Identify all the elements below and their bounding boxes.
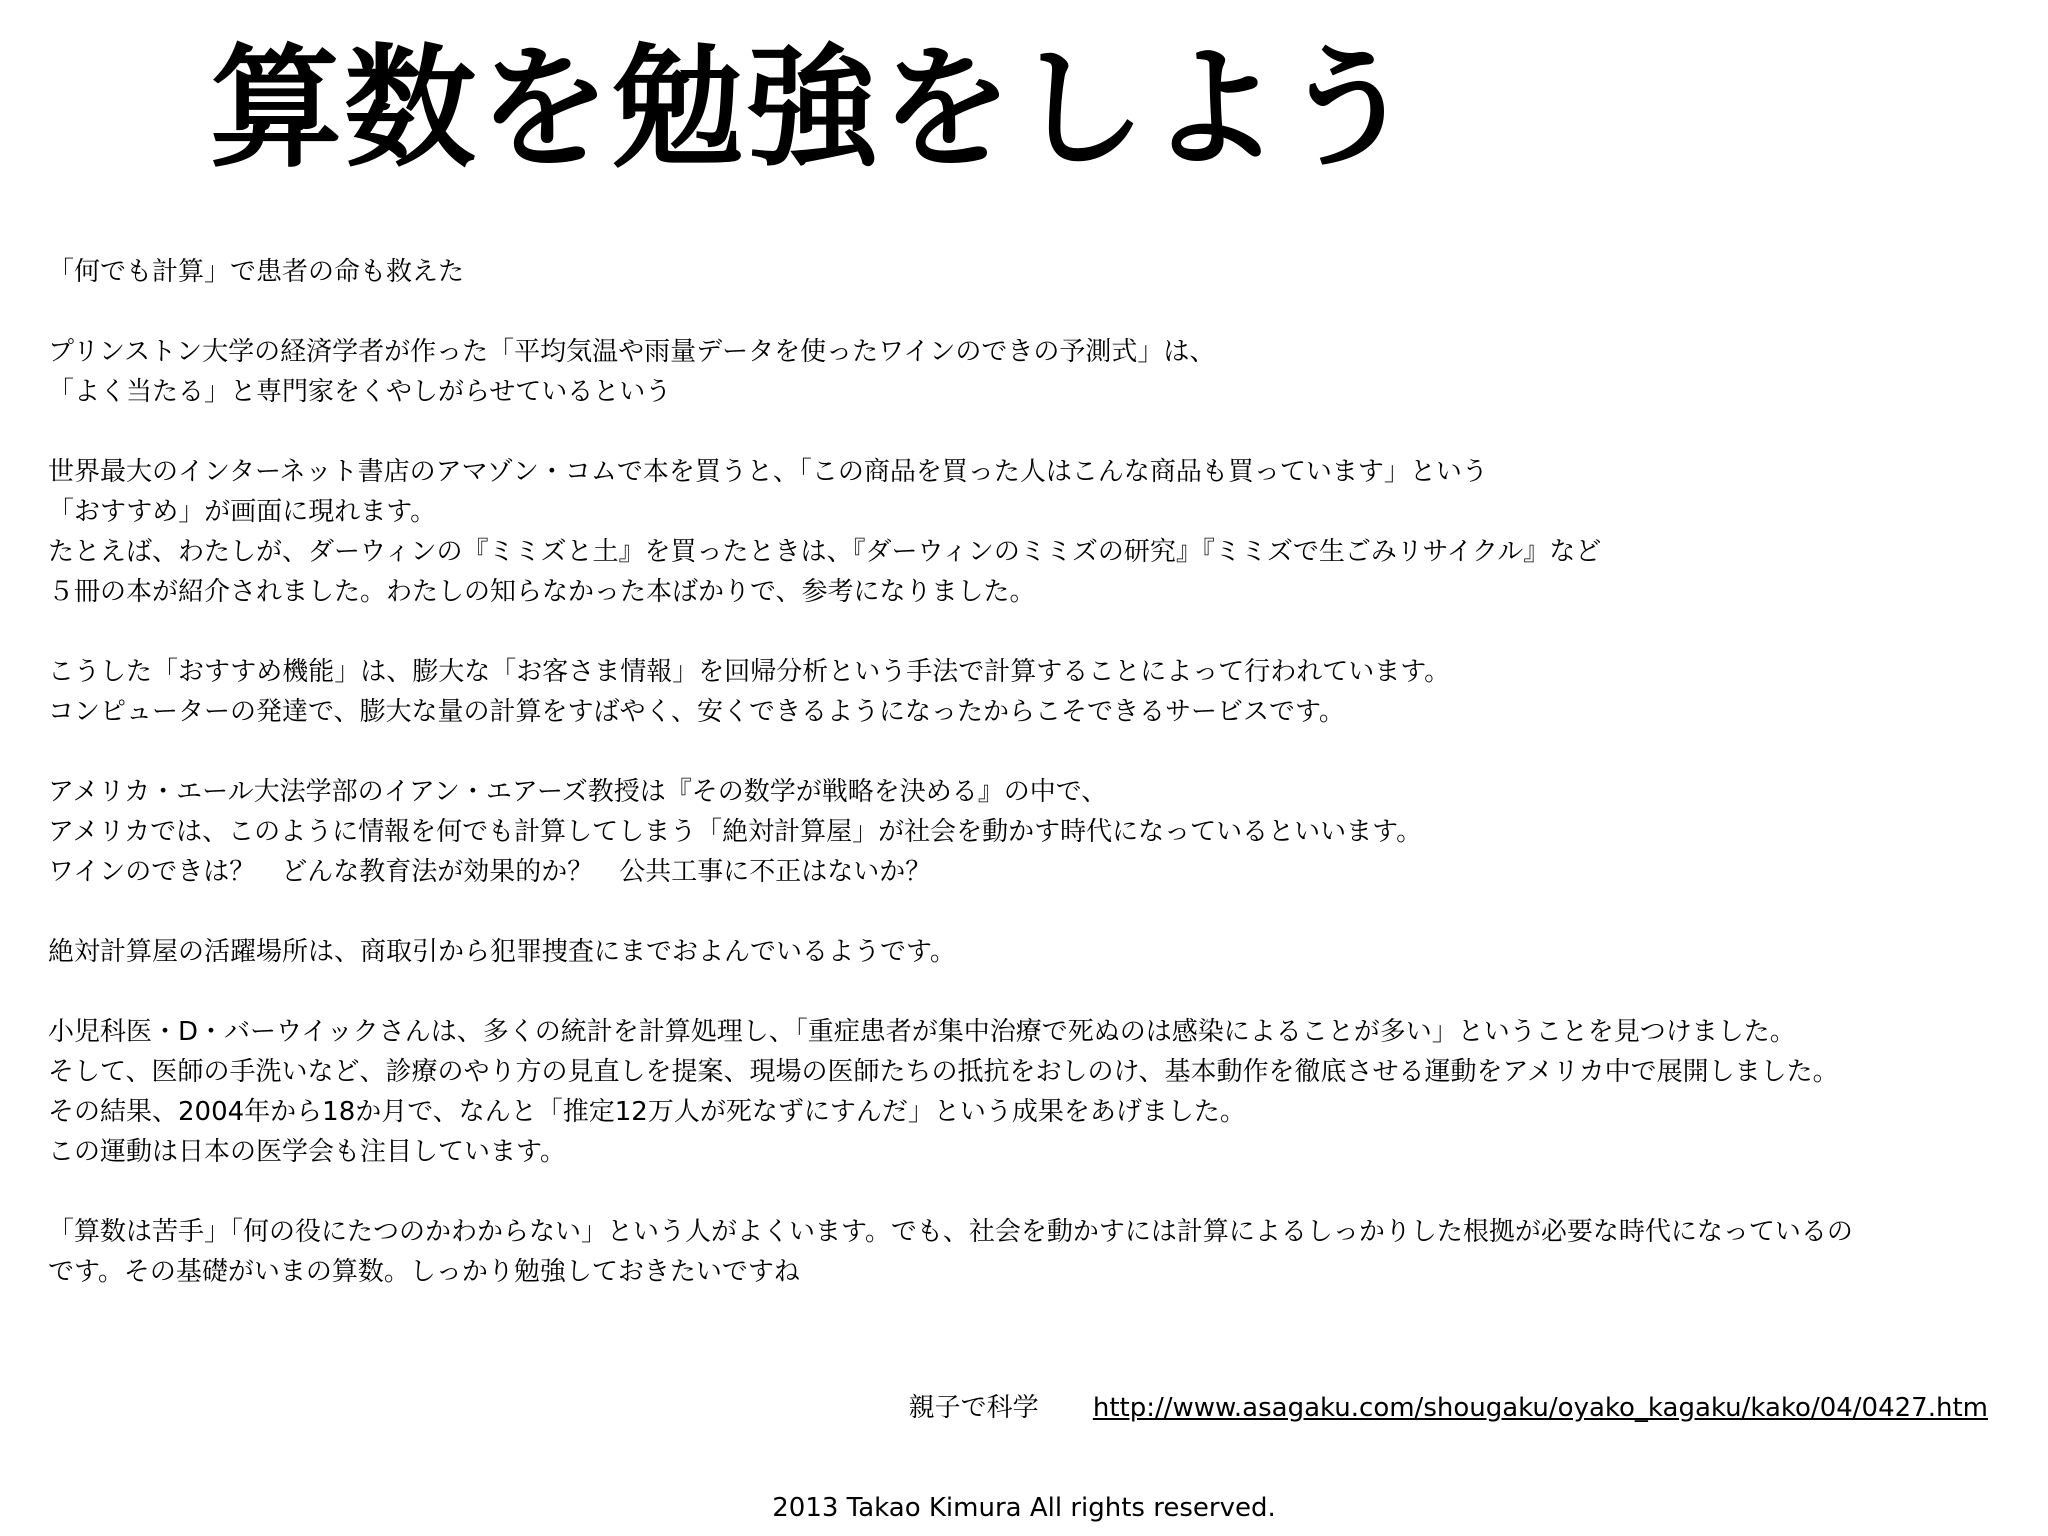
text-line: たとえば、わたしが、ダーウィンの『ミミズと土』を買ったときは、『ダーウィンのミミズの研究』『ミミズで生ごみリサイクル』など xyxy=(48,537,1602,567)
paragraph xyxy=(48,252,2018,292)
text-line: こうした「おすすめ機能」は、膨大な「お客さま情報」を回帰分析という手法で計算することによって行われています。 xyxy=(48,657,1451,687)
text-line: この運動は日本の医学会も注目しています。 xyxy=(48,1137,566,1167)
text-line: 世界最大のインターネット書店のアマゾン・コムで本を買うと、「この商品を買った人はこんな商品も買っています」という xyxy=(48,457,1488,487)
paragraph-gap xyxy=(48,732,2018,772)
text-line: プリンストン大学の経済学者が作った「平均気温や雨量データを使ったワインのできの予測式」は、 xyxy=(48,337,1216,367)
text-line: 絶対計算屋の活躍場所は、商取引から犯罪捜査にまでおよんでいるようです。 xyxy=(48,937,956,967)
text-line: ５冊の本が紹介されました。わたしの知らなかった本ばかりで、参考になりました。 xyxy=(48,577,1036,607)
source-label: 親子で科学 xyxy=(908,1393,1039,1423)
paragraph xyxy=(48,932,2018,972)
paragraph xyxy=(48,1012,2018,1172)
text-line: 「おすすめ」が画面に現れます。 xyxy=(48,497,437,527)
paragraph xyxy=(48,772,2018,892)
text-line: コンピューターの発達で、膨大な量の計算をすばやく、安くできるようになったからこそできるサービスです。 xyxy=(48,697,1345,727)
text-line: 「何でも計算」で患者の命も救えた xyxy=(48,257,465,287)
paragraph-gap xyxy=(48,972,2018,1012)
text-line: 「よく当たる」と専門家をくやしがらせているという xyxy=(48,377,672,407)
copyright-notice: 2013 Takao Kimura All rights reserved. xyxy=(772,1493,1276,1523)
text-line: 「算数は苦手」「何の役にたつのかわからない」という人がよくいます。でも、社会を動かすには計算によるしっかりした根拠が必要な時代になっているの xyxy=(48,1217,1853,1247)
paragraph xyxy=(48,332,2018,412)
paragraph xyxy=(48,652,2018,732)
paragraph-gap xyxy=(48,892,2018,932)
paragraph-gap xyxy=(48,1172,2018,1212)
paragraph xyxy=(48,452,2018,612)
text-line: そして、医師の手洗いなど、診療のやり方の見直しを提案、現場の医師たちの抵抗をおしのけ、基本動作を徹底させる運動をアメリカ中で展開しました。 xyxy=(48,1057,1839,1087)
paragraph-gap xyxy=(48,292,2018,332)
source-link[interactable]: http://www.asagaku.com/shougaku/oyako_kagaku/kako/04/0427.htm xyxy=(1092,1393,1988,1423)
article-body xyxy=(48,252,2018,1292)
text-line: です。その基礎がいまの算数。しっかり勉強しておきたいですね xyxy=(48,1257,800,1287)
paragraph-gap xyxy=(48,412,2018,452)
paragraph-gap xyxy=(48,612,2018,652)
page-title: 算数を勉強をしよう xyxy=(210,32,1416,186)
text-line: アメリカでは、このように情報を何でも計算してしまう「絶対計算屋」が社会を動かす時代になっているといいます。 xyxy=(48,817,1423,847)
text-line: その結果、2004年から18か月で、なんと「推定12万人が死なずにすんだ」という成果をあげました。 xyxy=(48,1097,1246,1127)
text-line: 小児科医・D・バーウイックさんは、多くの統計を計算処理し、「重症患者が集中治療で死ぬのは感染によることが多い」ということを見つけました。 xyxy=(48,1017,1796,1047)
paragraph xyxy=(48,1212,2018,1292)
source-citation xyxy=(909,1388,1988,1428)
text-line: アメリカ・エール大法学部のイアン・エアーズ教授は『その数学が戦略を決める』の中で、 xyxy=(48,777,1108,807)
text-line: ワインのできは？ どんな教育法が効果的か？ 公共工事に不正はないか？ xyxy=(48,857,932,887)
